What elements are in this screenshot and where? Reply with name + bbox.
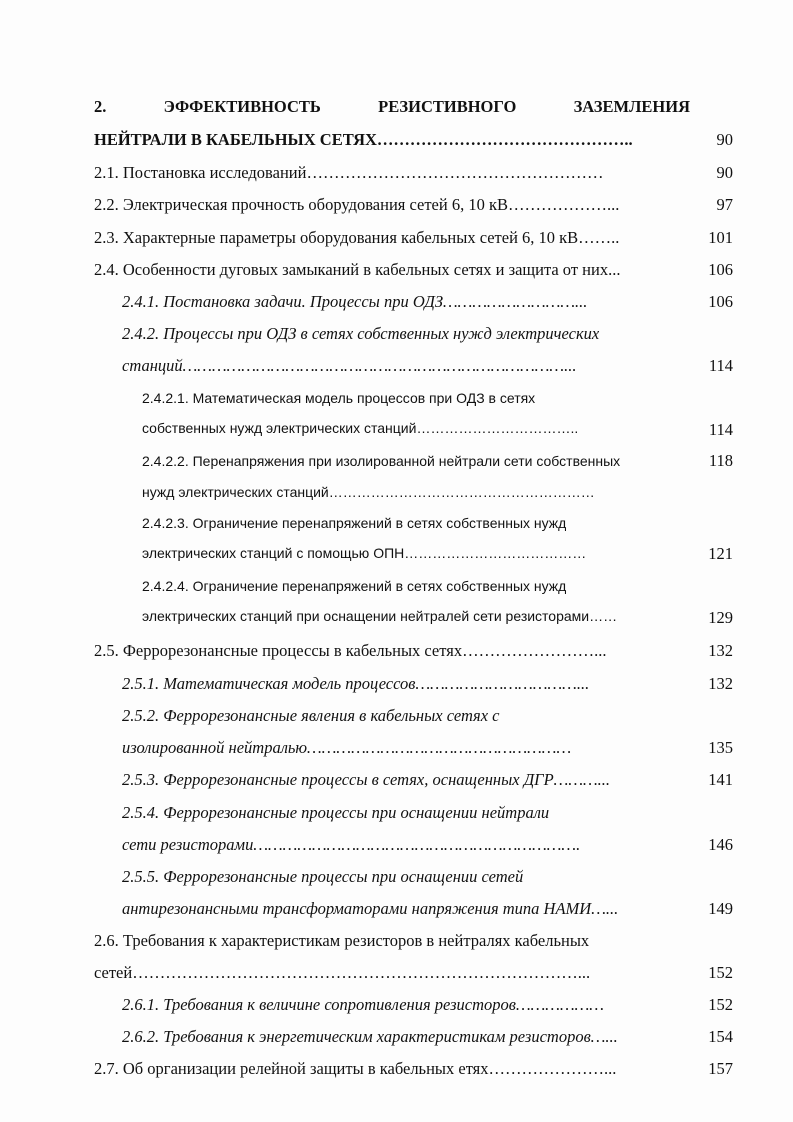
toc-entry-2-4-2-1: 2.4.2.1. Математическая модель процессов при ОДЗ в сетях <box>142 390 536 406</box>
chapter-word-2: РЕЗИСТИВНОГО <box>378 97 517 116</box>
toc-entry-2-4-1: 2.4.1. Постановка задачи. Процессы при ОДЗ………………………... <box>122 292 588 311</box>
chapter-number: 2. <box>94 97 107 116</box>
toc-entry-2-5-3: 2.5.3. Феррорезонансные процессы в сетях, оснащенных ДГР………... <box>122 770 611 789</box>
toc-entry-2-5: 2.5. Феррорезонансные процессы в кабельных сетях……………………... <box>94 641 607 660</box>
chapter-heading-line2: НЕЙТРАЛИ В КАБЕЛЬНЫХ СЕТЯХ……………………………………….. <box>94 130 633 149</box>
page-number: 152 <box>708 995 733 1014</box>
page-number: 132 <box>708 674 733 693</box>
toc-entry-2-5-2: 2.5.2. Феррорезонансные явления в кабельных сетях с <box>122 706 500 725</box>
toc-entry-2-4-2-2: 2.4.2.2. Перенапряжения при изолированной нейтрали сети собственных <box>142 453 621 469</box>
chapter-page-number: 90 <box>716 130 733 149</box>
page-number: 118 <box>708 451 733 470</box>
toc-entry-2-7: 2.7. Об организации релейной защиты в кабельных етях…………………... <box>94 1059 617 1078</box>
page-number: 121 <box>708 544 733 563</box>
toc-entry-2-4-2-3-line2: электрических станций с помощью ОПН………………………………… <box>142 545 587 561</box>
page-number: 152 <box>708 963 733 982</box>
toc-entry-2-4-2-3: 2.4.2.3. Ограничение перенапряжений в сетях собственных нужд <box>142 515 567 531</box>
page-number: 129 <box>708 608 733 627</box>
toc-entry-2-6-2: 2.6.2. Требования к энергетическим характеристикам резисторов…... <box>122 1027 618 1046</box>
toc-entry-2-4: 2.4. Особенности дуговых замыканий в кабельных сетях и защита от них... <box>94 260 621 279</box>
toc-entry-2-5-5-line2: антирезонансными трансформаторами напряжения типа НАМИ…... <box>122 899 619 918</box>
toc-entry-2-5-5: 2.5.5. Феррорезонансные процессы при оснащении сетей <box>122 867 524 886</box>
toc-entry-2-6-line2: сетей………………………………………………………………………... <box>94 963 591 982</box>
page-number: 157 <box>708 1059 733 1078</box>
page-number: 135 <box>708 738 733 757</box>
page-number: 149 <box>708 899 733 918</box>
chapter-word-3: ЗАЗЕМЛЕНИЯ <box>573 97 690 116</box>
toc-entry-2-6: 2.6. Требования к характеристикам резисторов в нейтралях кабельных <box>94 931 590 950</box>
toc-entry-2-1: 2.1. Постановка исследований……………………………………………… <box>94 163 604 182</box>
page-number: 90 <box>716 163 733 182</box>
toc-entry-2-4-2-4-line2: электрических станций при оснащении нейтралей сети резисторами…… <box>142 608 618 624</box>
toc-entry-2-5-2-line2: изолированной нейтралью……………………………………………… <box>122 738 572 757</box>
page-number: 146 <box>708 835 733 854</box>
page-number: 106 <box>708 260 733 279</box>
page-number: 114 <box>708 356 733 375</box>
page-number: 114 <box>708 420 733 439</box>
toc-entry-2-4-2-4: 2.4.2.4. Ограничение перенапряжений в сетях собственных нужд <box>142 578 567 594</box>
toc-entry-2-4-2-2-line2: нужд электрических станций………………………………………………… <box>142 484 595 500</box>
page-number: 97 <box>716 195 733 214</box>
chapter-word-1: ЭФФЕКТИВНОСТЬ <box>163 97 321 116</box>
toc-entry-2-5-1: 2.5.1. Математическая модель процессов……………………………... <box>122 674 590 693</box>
page-number: 141 <box>708 770 733 789</box>
page-number: 106 <box>708 292 733 311</box>
toc-entry-2-6-1: 2.6.1. Требования к величине сопротивления резисторов……………… <box>122 995 604 1014</box>
page-number: 101 <box>708 228 733 247</box>
toc-entry-2-5-4-line2: сети резисторами…………………………………………………………. <box>122 835 581 854</box>
toc-entry-2-2: 2.2. Электрическая прочность оборудования сетей 6, 10 кВ………………... <box>94 195 620 214</box>
toc-entry-2-4-2: 2.4.2. Процессы при ОДЗ в сетях собственных нужд электрических <box>122 324 600 343</box>
toc-entry-2-4-2-1-line2: собственных нужд электрических станций…………………………….. <box>142 420 579 436</box>
page-number: 154 <box>708 1027 733 1046</box>
chapter-heading <box>94 97 690 117</box>
toc-entry-2-4-2-line2: станций……………………………………………………………………... <box>122 356 577 375</box>
toc-entry-2-5-4: 2.5.4. Феррорезонансные процессы при оснащении нейтрали <box>122 803 550 822</box>
page-number: 132 <box>708 641 733 660</box>
toc-entry-2-3: 2.3. Характерные параметры оборудования кабельных сетей 6, 10 кВ…….. <box>94 228 620 247</box>
